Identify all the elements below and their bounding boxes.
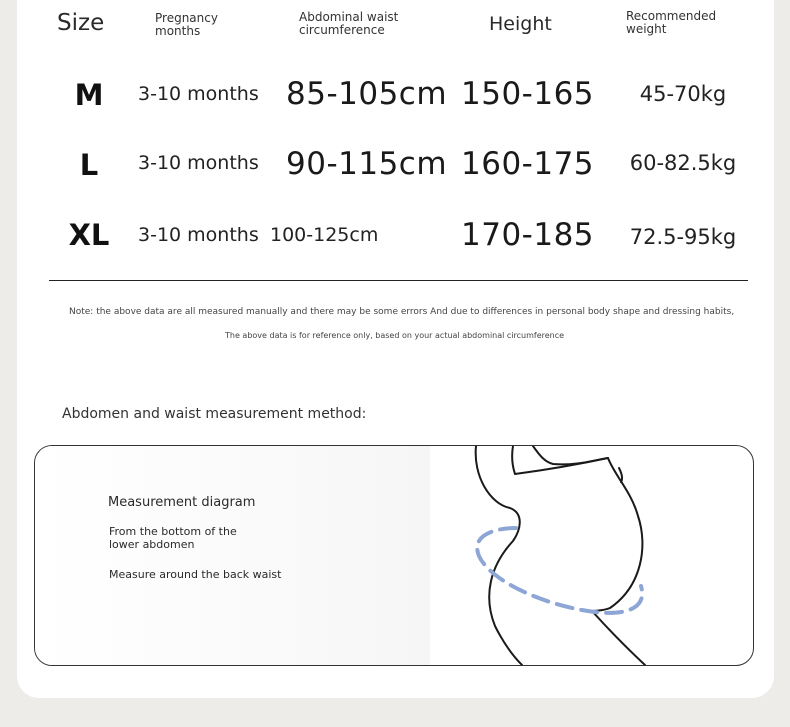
header-weight: Recommended weight: [626, 9, 717, 36]
header-pregnancy-months: Pregnancy months: [155, 11, 218, 38]
note-line-1: Note: the above data are all measured manually and there may be some errors And due to differences in personal body shape and dressing habits,: [69, 307, 735, 317]
measuring-tape: [477, 528, 642, 613]
diagram-title: Measurement diagram: [108, 495, 256, 510]
size-cell: L: [79, 148, 99, 182]
size-cell: XL: [68, 218, 110, 252]
pregnant-figure-illustration: [35, 446, 753, 665]
weight-cell: 60-82.5kg: [629, 151, 737, 175]
note-line-2: The above data is for reference only, based on your actual abdominal circumference: [225, 331, 565, 340]
step-bottom-abdomen: From the bottom of the lower abdomen: [109, 525, 237, 551]
step-back-waist: Measure around the back waist: [109, 568, 282, 581]
waist-cell: 90-115cm: [286, 146, 448, 182]
header-height: Height: [489, 13, 552, 35]
waist-cell: 85-105cm: [286, 76, 448, 112]
measurement-diagram: [34, 445, 754, 666]
weight-cell: 45-70kg: [639, 82, 727, 106]
months-cell: 3-10 months: [138, 224, 259, 246]
waist-cell: 100-125cm: [270, 224, 379, 246]
weight-cell: 72.5-95kg: [629, 225, 737, 249]
section-title: Abdomen and waist measurement method:: [62, 406, 367, 422]
height-cell: 150-165: [461, 76, 595, 112]
header-waist: Abdominal waist circumference: [299, 10, 399, 37]
table-divider: [49, 280, 748, 281]
months-cell: 3-10 months: [138, 83, 259, 105]
months-cell: 3-10 months: [138, 152, 259, 174]
height-cell: 170-185: [461, 217, 595, 253]
size-cell: M: [74, 78, 104, 112]
header-size: Size: [57, 10, 105, 36]
height-cell: 160-175: [461, 146, 595, 182]
